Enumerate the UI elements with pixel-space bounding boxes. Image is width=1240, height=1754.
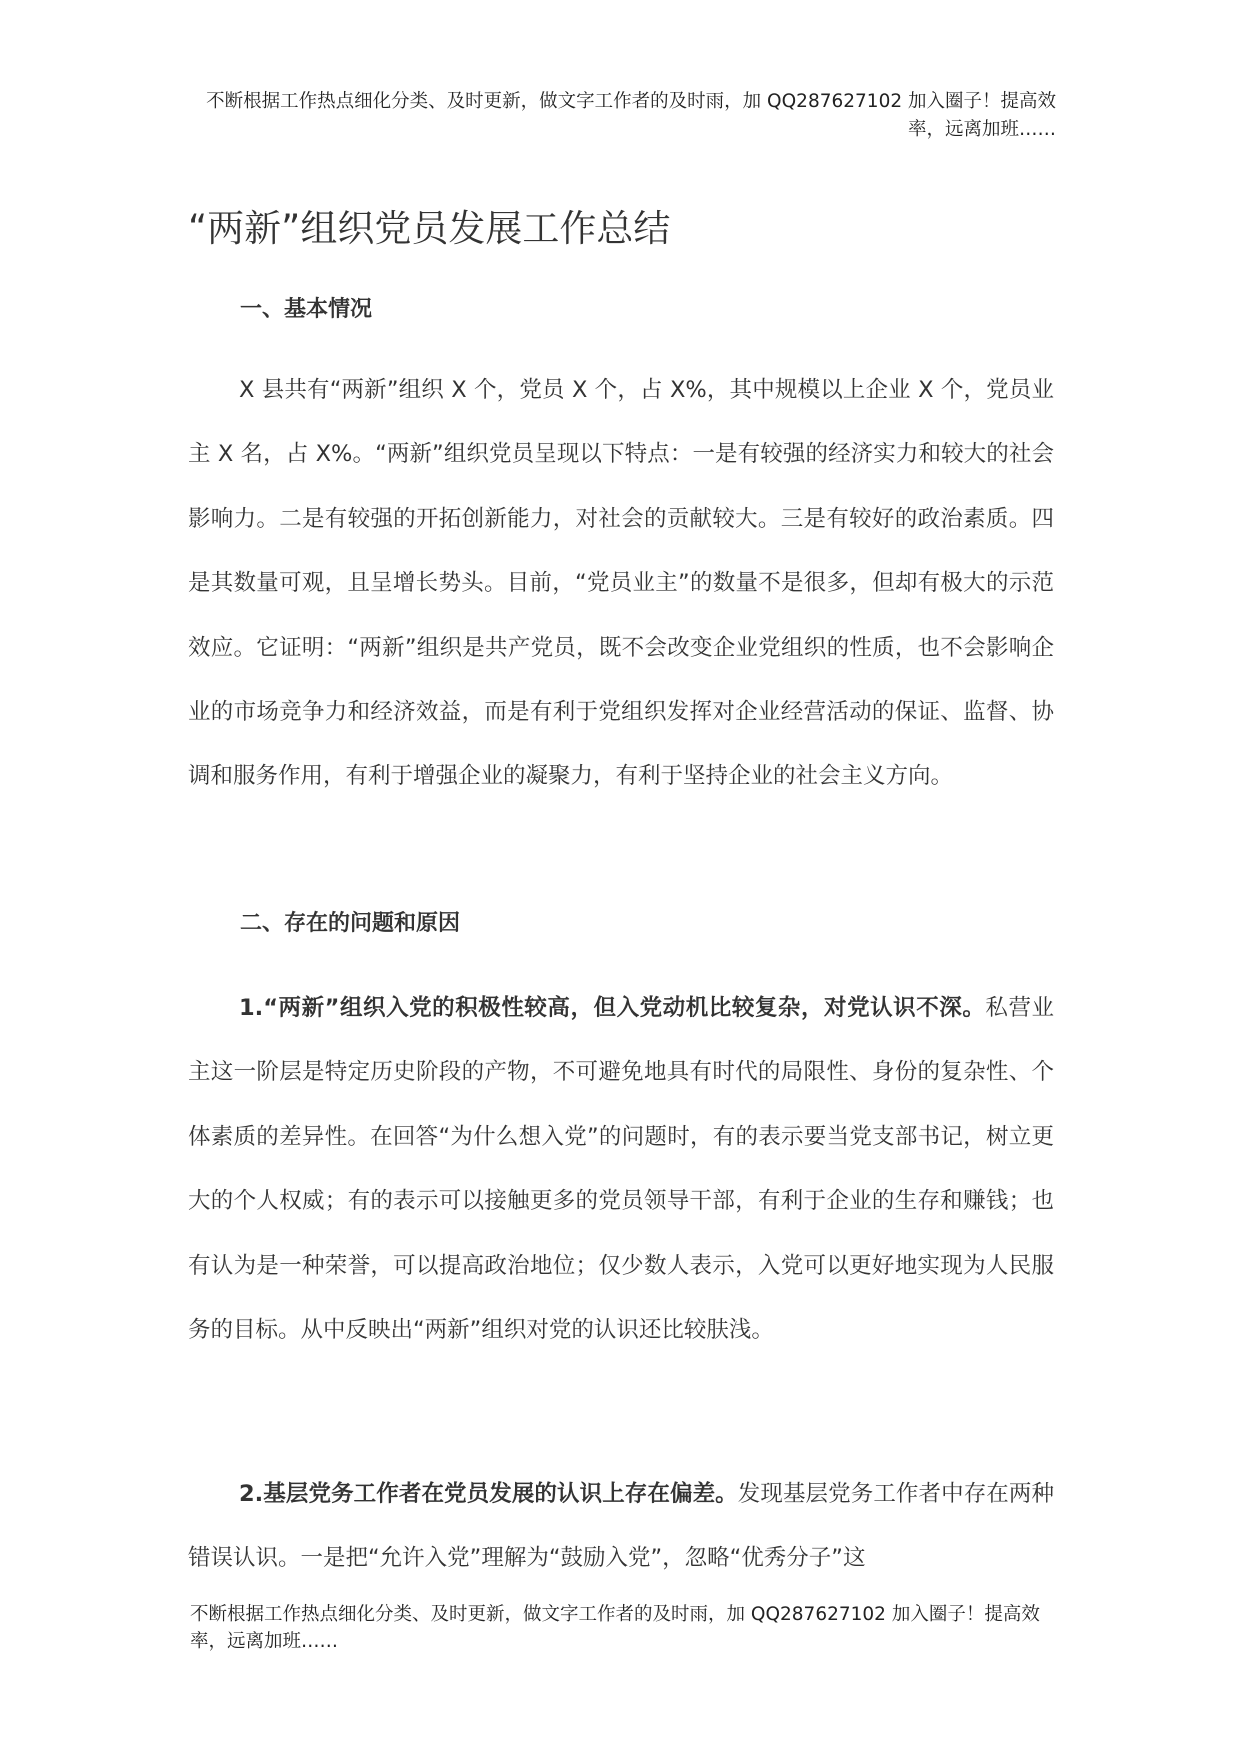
- paragraph-text: 私营业主这一阶层是特定历史阶段的产物，不可避免地具有时代的局限性、身份的复杂性、个体素质的差异性。在回答“为什么想入党”的问题时，有的表示要当党支部书记，树立更大的个人权威；有的表示可以接触更多的党员领导干部，有利于企业的生存和赚钱；也有认为是一种荣誉，可以提高政治地位；仅少数人表示，入党可以更好地实现为人民服务的目标。从中反映出“两新”组织对党的认识还比较肤浅。: [188, 995, 1054, 1344]
- paragraph-problem-2: [188, 1462, 1054, 1591]
- paragraph-basic-situation: [188, 358, 1054, 809]
- paragraph-lead: 1.“两新”组织入党的积极性较高，但入党动机比较复杂，对党认识不深。: [239, 995, 986, 1021]
- document-title: “两新”组织党员发展工作总结: [188, 207, 671, 250]
- section-heading-problems-causes: 二、存在的问题和原因: [240, 911, 461, 936]
- footer-note: 不断根据工作热点细化分类、及时更新，做文字工作者的及时雨，加 QQ287627102 加入圈子！提高效率，远离加班……: [190, 1604, 1040, 1652]
- header-note: 不断根据工作热点细化分类、及时更新，做文字工作者的及时雨，加 QQ287627102 加入圈子！提高效率，远离加班……: [206, 91, 1056, 140]
- paragraph-text: X 县共有“两新”组织 X 个，党员 X 个，占 X%，其中规模以上企业 X 个，党员业主 X 名，占 X%。“两新”组织党员呈现以下特点：一是有较强的经济实力和较大的社会影响力。二是有较强的开拓创新能力，对社会的贡献较大。三是有较好的政治素质。四是其数量可观，且呈增长势头。目前，“党员业主”的数量不是很多，但却有极大的示范效应。它证明：“两新”组织是共产党员，既不会改变企业党组织的性质，也不会影响企业的市场竞争力和经济效益，而是有利于党组织发挥对企业经营活动的保证、监督、协调和服务作用，有利于增强企业的凝聚力，有利于坚持企业的社会主义方向。: [188, 377, 1054, 790]
- paragraph-problem-1: [188, 976, 1054, 1362]
- section-heading-basic-situation: 一、基本情况: [240, 297, 373, 322]
- paragraph-text: 发现基层党务工作者中存在两种错误认识。一是把“允许入党”理解为“鼓励入党”，忽略“优秀分子”这: [188, 1481, 1054, 1572]
- paragraph-lead: 2.基层党务工作者在党员发展的认识上存在偏差。: [239, 1481, 738, 1507]
